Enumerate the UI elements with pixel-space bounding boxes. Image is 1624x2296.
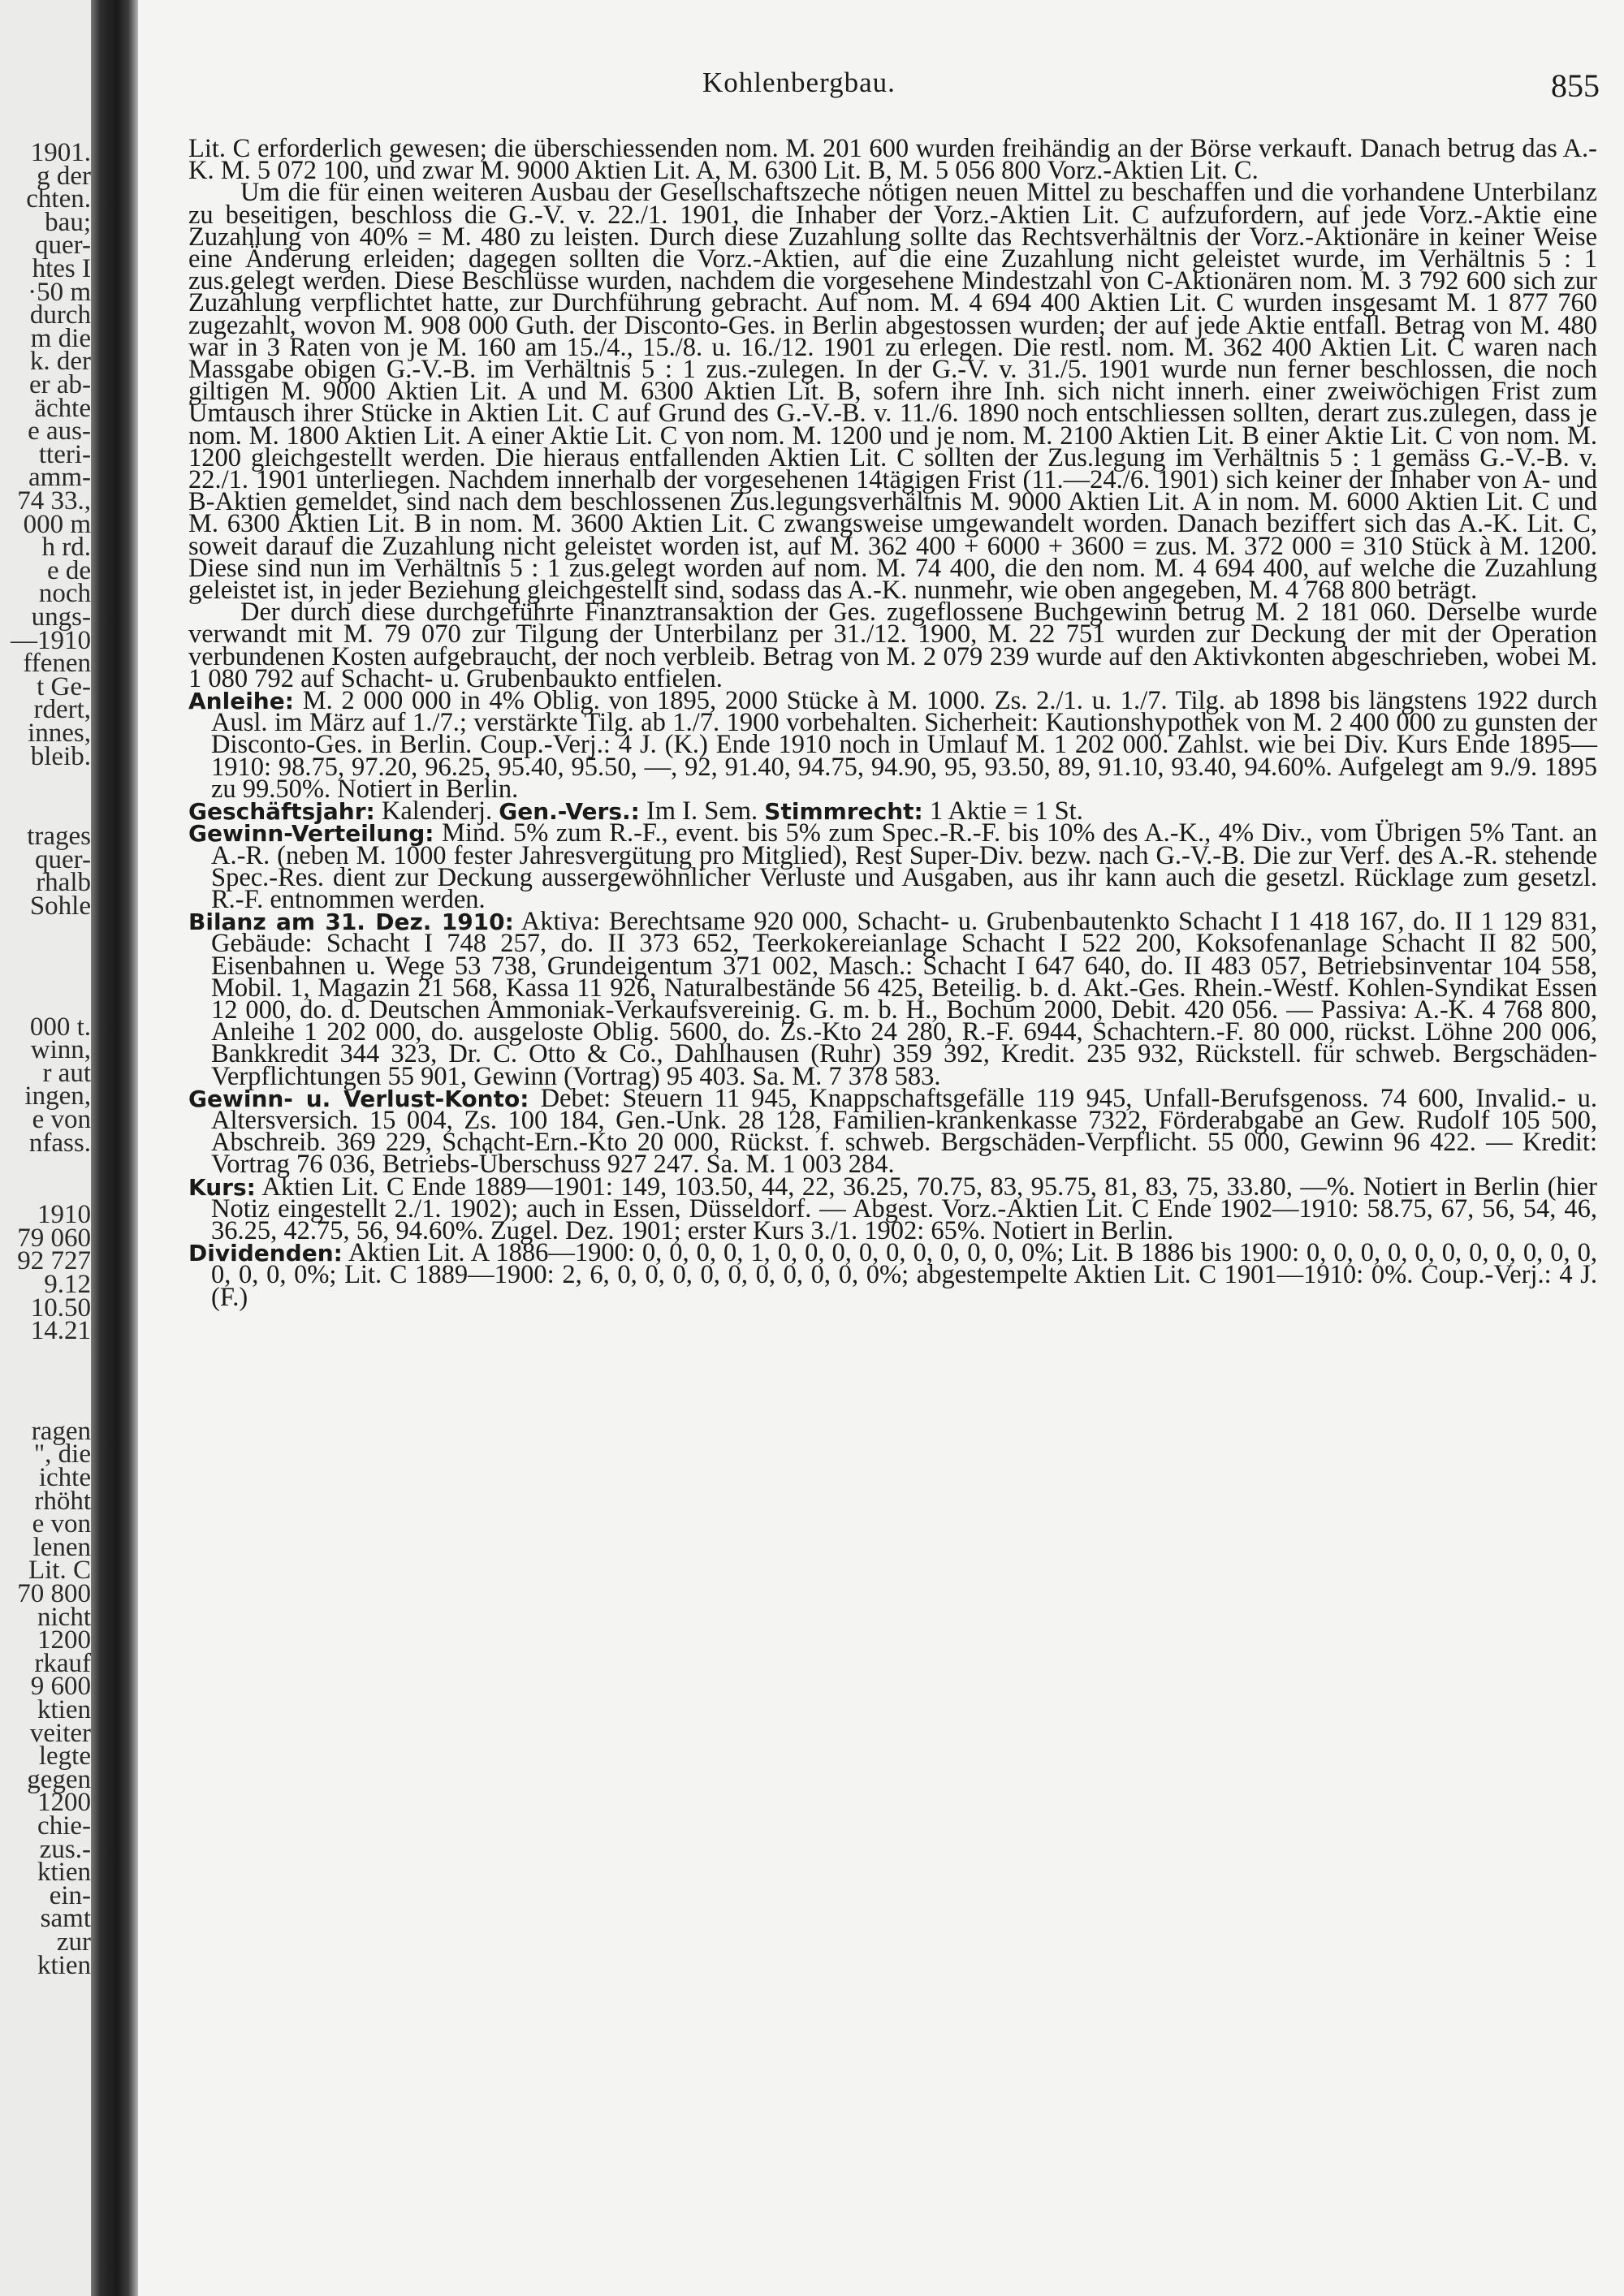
margin-fragment: Lit. C bbox=[28, 1556, 91, 1586]
section-profit-distribution bbox=[188, 818, 1598, 914]
margin-fragment: 1200 bbox=[37, 1788, 91, 1818]
margin-fragment: r aut bbox=[42, 1058, 91, 1088]
margin-fragment: rkauf bbox=[34, 1648, 91, 1678]
margin-fragment: rhalb bbox=[36, 868, 91, 898]
section-heading: Dividenden: bbox=[188, 1240, 343, 1267]
running-title: Kohlenbergbau. bbox=[702, 67, 896, 98]
margin-fragment: chten. bbox=[26, 184, 91, 214]
section-heading: Geschäftsjahr: bbox=[188, 798, 375, 826]
margin-fragment: ingen, bbox=[24, 1081, 91, 1111]
margin-fragment: Sohle bbox=[29, 891, 91, 921]
margin-fragment: k. der bbox=[29, 347, 91, 377]
paragraph-book-profit: Der durch diese durchgeführte Finanztransaktion der Ges. zugeflossene Buchgewinn betrug M. 2 181 060. Derselbe wurde verwandt mit M. 79 070 zur Tilgung der Unterbilanz per 31./12. 1900, M. 22 751 wurden zur Deckung der mit der Operation verbundenen Kosten aufgebraucht, der noch verbleib. Betrag von M. 2 079 239 wurde auf den Aktivkonten abgeschrieben, wobei M. 1 080 792 auf Schacht- u. Grubenbaukto entfielen. bbox=[188, 598, 1597, 693]
margin-fragment: chie- bbox=[37, 1811, 91, 1841]
margin-fragment: ichte bbox=[38, 1463, 91, 1492]
margin-fragment: 1910 bbox=[37, 1200, 91, 1230]
section-text: 1 Aktie = 1 St. bbox=[929, 796, 1083, 826]
book-page bbox=[138, 0, 1624, 2296]
margin-fragment: 9.12 bbox=[44, 1270, 91, 1299]
book-binding-gutter bbox=[91, 0, 138, 2296]
margin-fragment: ·50 m bbox=[28, 277, 91, 307]
margin-fragment: e von bbox=[32, 1105, 91, 1134]
margin-fragment: —1910 bbox=[11, 625, 91, 655]
margin-fragment: 74 33., bbox=[17, 486, 91, 516]
section-text: Aktiva: Berechtsame 920 000, Schacht- u. Grubenbautenkto Schacht I 1 418 167, do. II 1 129 831, Gebäude: Schacht I 748 257, do. II 373 652, Teerkokereianlage Schacht I 522 200, Koksofenanlage Schacht II 82 500, Eisenbahnen u. Wege 53 738, Grundeigentum 371 002, Masch.: Schacht I 647 640, do. II 483 057, Betriebsinventar 104 558, Mobil. 1, Magazin 21 568, Kassa 11 926, Naturalbestände 56 425, Beteilig. b. d. Akt.-Ges. Rhein.-Westf. Kohlen-Syndikat Essen 12 000, do. d. Deutschen Ammoniak-Verkaufsvereinig. G. m. b. H., Bochum 2000, Debit. 420 056. — Passiva: A.-K. 4 768 800, Anleihe 1 202 000, do. ausgeloste Oblig. 5600, do. Zs.-Kto 24 280, R.-F. 6944, Schachtern.-F. 80 000, rückst. Löhne 200 006, Bankkredit 344 323, Dr. C. Otto & Co., Dahlhausen (Ruhr) 359 392, Kredit. 235 932, Rückstell. für schweb. Bergschäden-Verpflichtungen 55 901, Gewinn (Vortrag) 95 403. Sa. M. 7 378 583. bbox=[211, 907, 1597, 1091]
margin-fragment: samt bbox=[40, 1904, 91, 1934]
margin-fragment: t Ge- bbox=[37, 671, 91, 701]
margin-fragment: ungs- bbox=[31, 602, 91, 632]
margin-fragment: 000 t. bbox=[29, 1012, 91, 1042]
margin-fragment: g der bbox=[37, 161, 91, 191]
margin-fragment: rhöht bbox=[34, 1486, 91, 1516]
margin-fragment: lenen bbox=[32, 1532, 91, 1562]
section-heading: Bilanz am 31. Dez. 1910: bbox=[188, 908, 514, 936]
section-balance-sheet bbox=[188, 907, 1597, 1091]
margin-fragment: veiter bbox=[29, 1718, 91, 1748]
section-text: Kalenderj. bbox=[381, 796, 493, 826]
section-share-price bbox=[188, 1172, 1597, 1245]
margin-fragment: innes, bbox=[28, 719, 91, 748]
margin-fragment: ktien bbox=[37, 1950, 91, 1980]
margin-fragment: 000 m bbox=[23, 509, 91, 539]
margin-fragment: nicht bbox=[37, 1602, 91, 1632]
margin-fragment: 14.21 bbox=[30, 1316, 91, 1346]
paragraph-capital-continuation: Lit. C erforderlich gewesen; die überschiessenden nom. M. 201 600 wurden freihändig an der Börse verkauft. Danach betrug das A.-K. M. 5 072 100, und zwar M. 9000 Aktien Lit. A, M. 6300 Lit. B, M. 5 056 800 Vorz.-Aktien Lit. C. bbox=[188, 134, 1597, 186]
margin-fragment: ", die bbox=[33, 1439, 91, 1470]
margin-fragment: ffenen bbox=[23, 649, 91, 679]
margin-fragment: er ab- bbox=[28, 370, 91, 399]
margin-fragment: bleib. bbox=[30, 741, 91, 771]
margin-fragment: gegen bbox=[27, 1764, 91, 1794]
margin-fragment: bau; bbox=[45, 207, 91, 237]
margin-fragment: htes I bbox=[32, 254, 91, 283]
margin-fragment: quer- bbox=[35, 231, 91, 261]
section-heading: Gen.-Vers.: bbox=[499, 798, 640, 826]
running-header bbox=[138, 58, 1624, 115]
margin-fragment: ktien bbox=[37, 1695, 91, 1724]
paragraph-capital-increase: Um die für einen weiteren Ausbau der Gesellschaftszeche nötigen neuen Mittel zu beschaffen und die vorhandene Unterbilanz zu beseitigen, beschloss die G.-V. v. 22./1. 1901, die Inhaber der Vorz.-Aktien Lit. C aufzufordern, auf jede Vorz.-Aktie eine Zuzahlung von 40% = M. 480 zu leisten. Durch diese Zuzahlung sollte das Rechtsverhältnis der Vorz.-Aktionäre in keiner Weise eine Änderung erleiden; dagegen sollten die Vorz.-Aktien, auf die eine Zuzahlung nicht geleistet wurde, im Verhältnis 5 : 1 zus.gelegt werden. Diese Beschlüsse wurden, nachdem die vorgesehene Mindestzahl von C-Aktionären nom. M. 3 792 600 sich zur Zuzahlung verpflichtet hatte, zur Durchführung gebracht. Auf nom. M. 4 694 400 Aktien Lit. C wurden insgesamt M. 1 877 760 zugezahlt, wovon M. 908 000 Guth. der Disconto-Ges. in Berlin abgestossen wurden; der auf jede Aktie entfall. Betrag von M. 480 war in 3 Raten von je M. 160 am 15./4., 15./8. u. 16./12. 1901 zu erlegen. Die restl. nom. M. 362 400 Aktien Lit. C waren nach Massgabe obigen G.-V.-B. im Verhältnis 5 : 1 zus.-zulegen. In der G.-V. v. 31./5. 1901 wurde nun ferner beschlossen, die noch giltigen M. 9000 Aktien Lit. A und M. 6300 Aktien Lit. B, sofern ihre Inh. sich nicht innerh. einer zweiwöchigen Frist zum Umtausch ihrer Stücke in Aktien Lit. C auf Grund des G.-V.-B. v. 11./6. 1890 noch entschliessen sollten, derart zus.zulegen, dass je nom. M. 1800 Aktien Lit. A einer Aktie Lit. C von nom. M. 1200 und je nom. M. 2100 Aktien Lit. B einer Aktie Lit. C von nom. M. 1200 gleichgestellt werden. Die hieraus entfallenden Aktien Lit. C sollten der Zus.legung im Verhältnis 5 : 1 gemäss G.-V.-B. v. 22./1. 1901 unterliegen. Nachdem innerhalb der vorgesehenen 14tägigen Frist (11.—24./6. 1901) sich keiner der Inhaber von A- und B-Aktien gemeldet, sind nach dem beschlossenen Zus.legungsverhältnis M. 9000 Aktien Lit. A in nom. M. 6000 Aktien Lit. C und M. 6300 Aktien Lit. B in nom. M. 3600 Aktien Lit. C zwangsweise umgewandelt worden. Danach beziffert sich das A.-K. Lit. C, soweit darauf die Zuzahlung nicht geleistet worden ist, auf M. 362 400 + 6000 + 3600 = zus. M. 372 000 = 310 Stück à M. 1200. Diese sind nun im Verhältnis 5 : 1 zus.gelegt worden auf nom. M. 74 400, die den nom. M. 4 694 400, auf welche die Zuzahlung geleistet ist, in jeder Beziehung gleichgestellt sind, sodass das A.-K. nunmehr, wie oben angegeben, M. 4 768 800 beträgt. bbox=[188, 178, 1597, 606]
margin-fragment: 10.50 bbox=[30, 1293, 91, 1323]
margin-fragment: durch bbox=[29, 300, 91, 330]
section-heading: Gewinn-Verteilung: bbox=[188, 820, 434, 848]
margin-fragment: rdert, bbox=[33, 695, 91, 725]
adjacent-page-fragment bbox=[0, 0, 91, 2296]
margin-fragment: legte bbox=[38, 1741, 91, 1772]
margin-fragment: ragen bbox=[31, 1416, 91, 1446]
margin-fragment: zur bbox=[56, 1927, 91, 1957]
margin-fragment: tteri- bbox=[38, 439, 91, 469]
margin-fragment: amm- bbox=[28, 463, 91, 493]
section-text: M. 2 000 000 in 4% Oblig. von 1895, 2000 Stücke à M. 1000. Zs. 2./1. u. 1./7. Tilg. ab 1898 bis längstens 1922 durch Ausl. im März auf 1./7.; verstärkte Tilg. ab 1./7. 1900 vorbehalten. Sicherheit: Kautionshypothek von M. 2 400 000 zu gunsten der Disconto-Ges. in Berlin. Coup.-Verj.: 4 J. (K.) Ende 1910 noch in Umlauf M. 1 202 000. Zahlst. wie bei Div. Kurs Ende 1895—1910: 98.75, 97.20, 96.25, 95.40, 95.50, —, 92, 91.40, 94.75, 94.90, 95, 93.50, 89, 91.10, 93.40, 94.60%. Aufgelegt am 9./9. 1895 zu 99.50%. Notiert in Berlin. bbox=[211, 686, 1597, 804]
margin-fragment: 1901. bbox=[30, 138, 91, 167]
margin-fragment: 79 060 bbox=[17, 1223, 91, 1253]
margin-fragment: winn, bbox=[30, 1035, 91, 1065]
section-heading: Gewinn- u. Verlust-Konto: bbox=[188, 1085, 529, 1112]
margin-fragment: trages bbox=[27, 822, 91, 852]
margin-fragment: e von bbox=[32, 1509, 91, 1539]
section-heading: Kurs: bbox=[188, 1173, 256, 1201]
margin-fragment: m die bbox=[30, 323, 91, 353]
margin-fragment: ein- bbox=[49, 1880, 91, 1910]
page-number: 855 bbox=[1551, 67, 1600, 104]
margin-fragment: zus.- bbox=[39, 1834, 91, 1864]
margin-fragment: ächte bbox=[34, 393, 91, 423]
margin-fragment: h rd. bbox=[41, 533, 91, 563]
section-heading: Stimmrecht: bbox=[764, 798, 923, 826]
body-text bbox=[188, 134, 1598, 1312]
section-heading: Anleihe: bbox=[188, 688, 294, 715]
section-text: Aktien Lit. C Ende 1889—1901: 149, 103.50, 44, 22, 36.25, 70.75, 83, 95.75, 81, 83, 75, 33.80, —%. Notiert in Berlin (hier Notiz eingestellt 2./1. 1902); auch in Essen, Düsseldorf. — Abgest. Vorz.-Aktien Lit. C Ende 1902—1910: 58.75, 67, 56, 54, 46, 36.25, 42.75, 56, 94.60%. Zugel. Dez. 1901; erster Kurs 3./1. 1902: 65%. Notiert in Berlin. bbox=[211, 1172, 1597, 1245]
section-dividends bbox=[188, 1238, 1597, 1312]
margin-fragment: ktien bbox=[37, 1858, 91, 1888]
section-text: Debet: Steuern 11 945, Knappschaftsgefälle 119 945, Unfall-Berufsgenoss. 74 600, Invalid.- u. Altersversich. 15 004, Zs. 100 184, Gen.-Unk. 28 128, Familien-krankenkasse 7322, Förderabgabe an Gew. Rudolf 105 500, Abschreib. 369 229, Schacht-Ern.-Kto 20 000, Rückst. f. schweb. Bergschäden-Verpflicht. 55 000, Gewinn 96 422. — Kredit: Vortrag 76 036, Betriebs-Überschuss 927 247. Sa. M. 1 003 284. bbox=[211, 1083, 1597, 1180]
section-text: Im I. Sem. bbox=[646, 796, 758, 826]
margin-fragment: 9 600 bbox=[30, 1672, 91, 1702]
margin-fragment: 92 727 bbox=[17, 1246, 91, 1276]
section-text: Aktien Lit. A 1886—1900: 0, 0, 0, 0, 1, 0, 0, 0, 0, 0, 0, 0, 0, 0, 0%; Lit. B 1886 bis 1900: 0, 0, 0, 0, 0, 0, 0, 0, 0, 0, 0, 0, 0, 0, 0%; Lit. C 1889—1900: 2, 6, 0, 0, 0, 0, 0, 0, 0, 0, 0, 0%; abgestempelte Aktien Lit. C 1901—1910: 0%. Coup.-Verj.: 4 J. (F.) bbox=[211, 1238, 1597, 1312]
margin-fragment: 70 800 bbox=[17, 1579, 91, 1608]
margin-fragment: quer- bbox=[35, 844, 91, 874]
section-text: Mind. 5% zum R.-F., event. bis 5% zum Spec.-R.-F. bis 10% des A.-K., 4% Div., vom Übrigen 5% Tant. an A.-R. (neben M. 1000 fester Jahresvergütung pro Mitglied), Rest Super-Div. bezw. nach G.-V.-B. Die zur Verf. des A.-R. stehende Spec.-Res. dient zur Deckung aussergewöhnlicher Verluste und Ausgaben, aus ihr kann auch die gesetzl. Rücklage zum gesetzl. R.-F. entnommen werden. bbox=[211, 818, 1598, 914]
section-profit-loss-account bbox=[188, 1083, 1597, 1180]
margin-fragment: e de bbox=[46, 555, 91, 585]
section-loan bbox=[188, 686, 1597, 804]
margin-fragment: nfass. bbox=[28, 1128, 91, 1158]
margin-fragment: 1200 bbox=[37, 1625, 91, 1655]
margin-fragment: noch bbox=[38, 579, 91, 609]
margin-fragment: e aus- bbox=[28, 416, 91, 447]
